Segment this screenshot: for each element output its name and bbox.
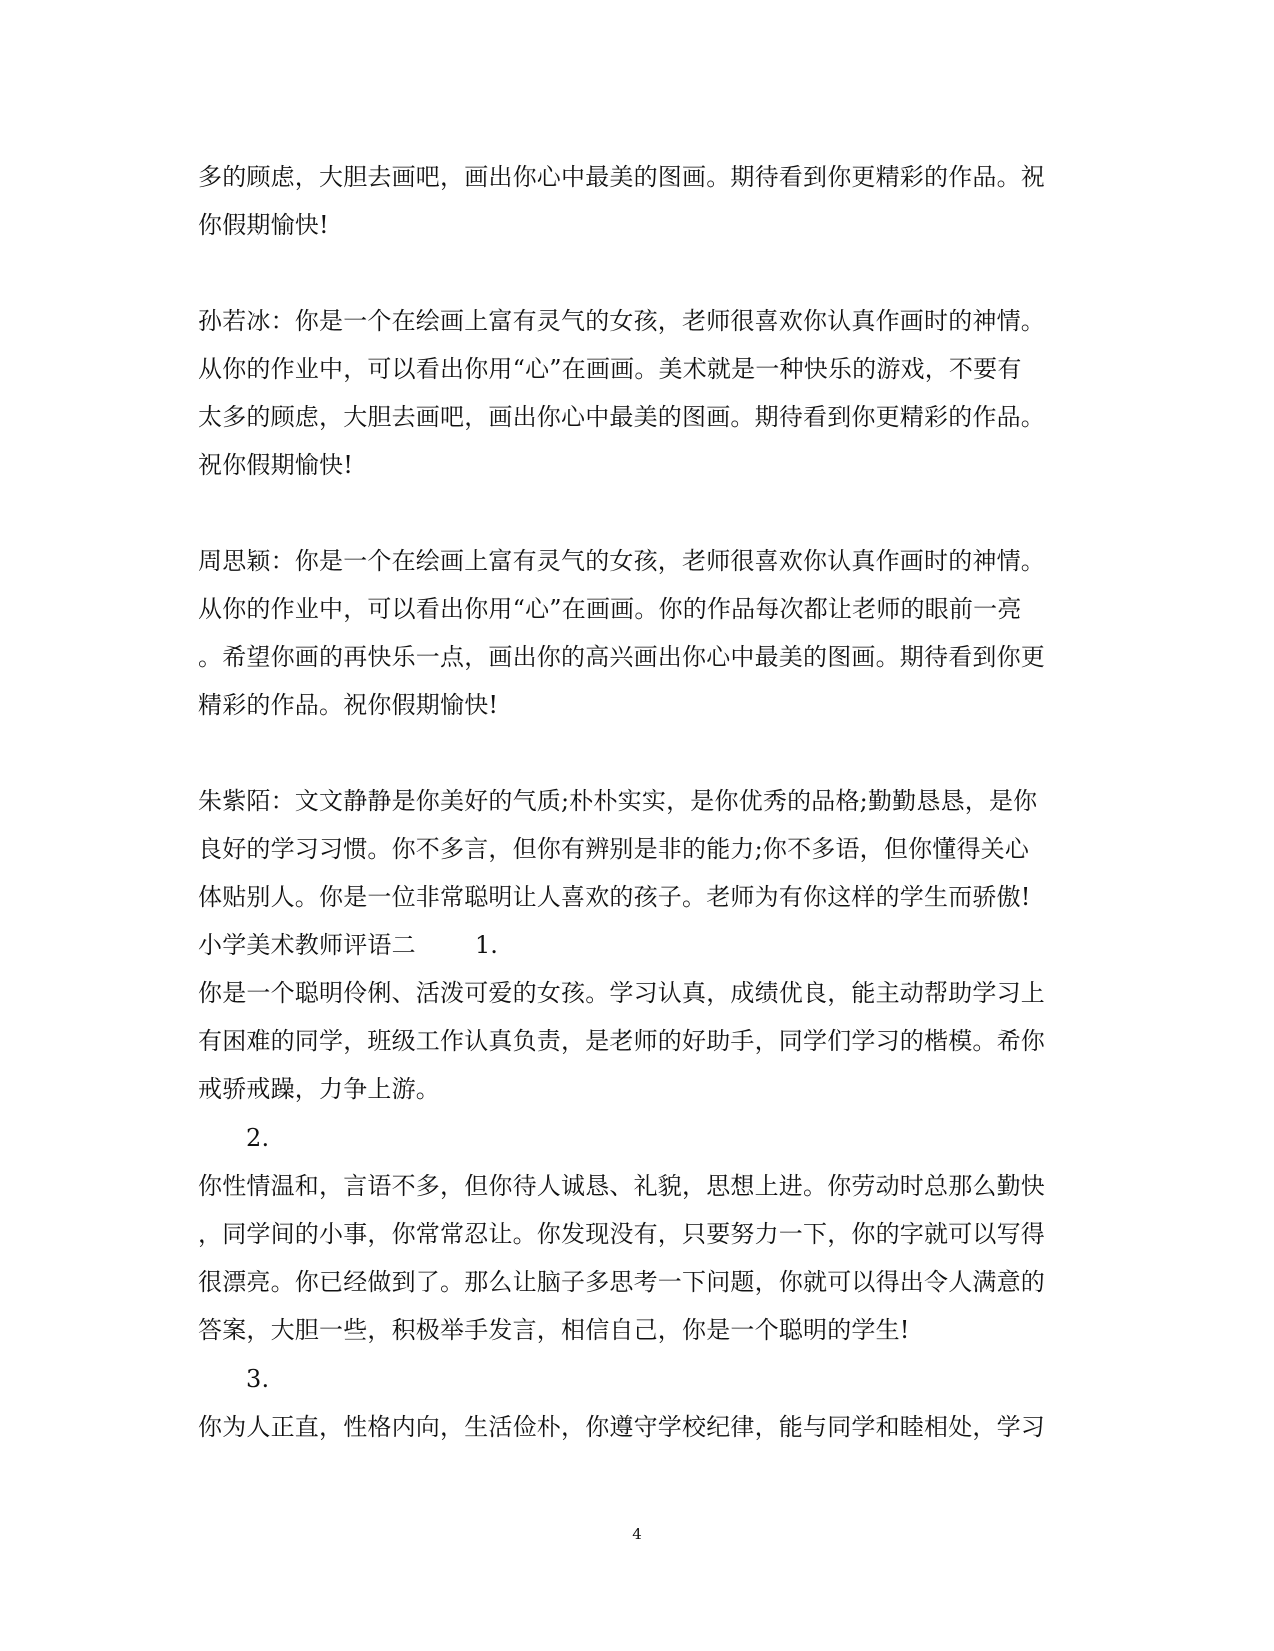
text-line: 你为人正直，性格内向，生活俭朴，你遵守学校纪律，能与同学和睦相处，学习 bbox=[198, 1413, 1045, 1441]
text-line: 祝你假期愉快! bbox=[198, 451, 354, 479]
item-number: 3. bbox=[246, 1365, 270, 1393]
text-line: 孙若冰：你是一个在绘画上富有灵气的女孩，老师很喜欢你认真作画时的神情。 bbox=[198, 307, 1045, 335]
text-line: 戒骄戒躁，力争上游。 bbox=[198, 1075, 440, 1103]
text-line: ，同学间的小事，你常常忍让。你发现没有，只要努力一下，你的字就可以写得 bbox=[198, 1220, 1045, 1248]
text-line: 你假期愉快! bbox=[198, 211, 329, 239]
text-line: 从你的作业中，可以看出你用“心”在画画。你的作品每次都让老师的眼前一亮 bbox=[198, 595, 1022, 623]
text-line: 体贴别人。你是一位非常聪明让人喜欢的孩子。老师为有你这样的学生而骄傲! bbox=[198, 883, 1031, 911]
text-line: 良好的学习习惯。你不多言，但你有辨别是非的能力;你不多语，但你懂得关心 bbox=[198, 835, 1030, 863]
text-line: 。希望你画的再快乐一点，画出你的高兴画出你心中最美的图画。期待看到你更 bbox=[198, 643, 1045, 671]
item-number: 2. bbox=[246, 1124, 270, 1152]
text-line: 有困难的同学，班级工作认真负责，是老师的好助手，同学们学习的楷模。希你 bbox=[198, 1027, 1045, 1055]
text-line: 周思颖：你是一个在绘画上富有灵气的女孩，老师很喜欢你认真作画时的神情。 bbox=[198, 547, 1045, 575]
text-line: 朱紫陌：文文静静是你美好的气质;朴朴实实，是你优秀的品格;勤勤恳恳，是你 bbox=[198, 787, 1038, 815]
text-line: 你是一个聪明伶俐、活泼可爱的女孩。学习认真，成绩优良，能主动帮助学习上 bbox=[198, 979, 1045, 1007]
text-line: 答案，大胆一些，积极举手发言，相信自己，你是一个聪明的学生! bbox=[198, 1316, 910, 1344]
text-line: 你性情温和，言语不多，但你待人诚恳、礼貌，思想上进。你劳动时总那么勤快 bbox=[198, 1172, 1045, 1200]
page-number: 4 bbox=[632, 1525, 642, 1543]
text-line: 多的顾虑，大胆去画吧，画出你心中最美的图画。期待看到你更精彩的作品。祝 bbox=[198, 163, 1045, 191]
text-line: 太多的顾虑，大胆去画吧，画出你心中最美的图画。期待看到你更精彩的作品。 bbox=[198, 403, 1045, 431]
text-line: 精彩的作品。祝你假期愉快! bbox=[198, 691, 499, 719]
section-item-number: 1. bbox=[475, 931, 498, 959]
text-line: 很漂亮。你已经做到了。那么让脑子多思考一下问题，你就可以得出令人满意的 bbox=[198, 1268, 1045, 1296]
text-line: 从你的作业中，可以看出你用“心”在画画。美术就是一种快乐的游戏，不要有 bbox=[198, 355, 1022, 383]
section-heading: 小学美术教师评语二 bbox=[198, 931, 416, 959]
